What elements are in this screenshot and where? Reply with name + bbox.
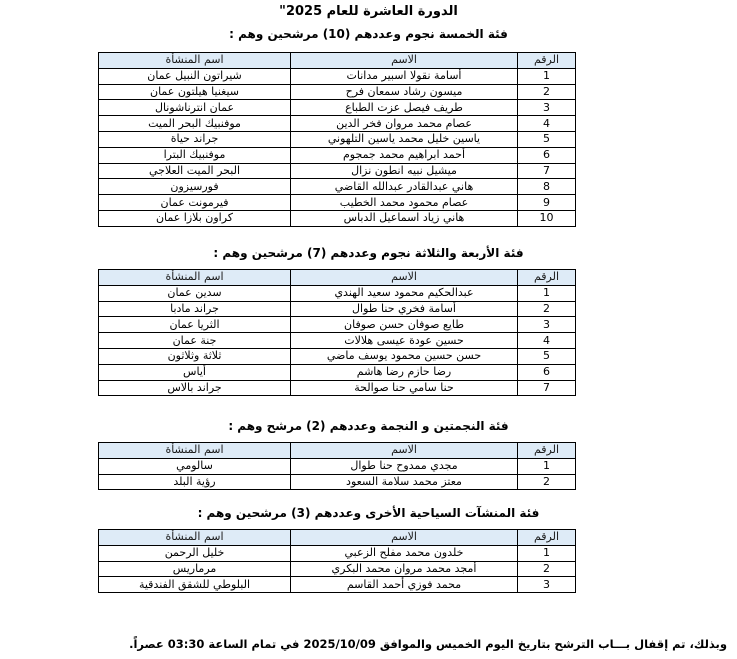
cell-establishment: مرماريس — [99, 561, 291, 577]
cell-number: 1 — [518, 545, 576, 561]
table-row — [99, 68, 576, 84]
cell-number: 4 — [518, 116, 576, 132]
cell-number: 7 — [518, 163, 576, 179]
cell-number: 6 — [518, 147, 576, 163]
cell-establishment: سيغنيا هيلتون عمان — [99, 84, 291, 100]
col-header-name: الاسم — [291, 53, 518, 69]
cell-establishment: موفنبيك البحر الميت — [99, 116, 291, 132]
table-four-three-stars — [98, 269, 576, 396]
cell-establishment: جنة عمان — [99, 333, 291, 349]
col-header-establishment: اسم المنشأة — [99, 53, 291, 69]
table-row — [99, 131, 576, 147]
col-header-name: الاسم — [291, 270, 518, 286]
table-other-establishments — [98, 529, 576, 593]
section-title-two-one-star: فئة النجمتين و النجمة وعددهم (2) مرشح وهم : — [228, 419, 509, 433]
table-row — [99, 100, 576, 116]
cell-establishment: موفنبيك البترا — [99, 147, 291, 163]
cell-number: 5 — [518, 131, 576, 147]
section-title-five-stars: فئة الخمسة نجوم وعددهم (10) مرشحين وهم : — [229, 27, 508, 41]
cell-establishment: ثلاثة وثلاثون — [99, 348, 291, 364]
cell-establishment: جراند مادبا — [99, 301, 291, 317]
table-row — [99, 333, 576, 349]
cell-establishment: فيرمونت عمان — [99, 195, 291, 211]
document-title: الدورة العاشرة للعام 2025" — [279, 4, 458, 19]
cell-name: أحمد ابراهيم محمد جمجوم — [291, 147, 518, 163]
cell-name: هاني زياد اسماعيل الدباس — [291, 210, 518, 226]
col-header-establishment: اسم المنشأة — [99, 270, 291, 286]
cell-establishment: سدين عمان — [99, 285, 291, 301]
col-header-number: الرقم — [518, 270, 576, 286]
cell-number: 2 — [518, 301, 576, 317]
table-row — [99, 301, 576, 317]
section-title-other-establishments: فئة المنشآت السياحية الأخرى وعددهم (3) مرشحين وهم : — [197, 506, 540, 520]
cell-number: 9 — [518, 195, 576, 211]
cell-number: 3 — [518, 100, 576, 116]
table-row — [99, 348, 576, 364]
cell-establishment: البلوطي للشقق الفندقية — [99, 577, 291, 593]
cell-establishment: أياس — [99, 364, 291, 380]
table-row — [99, 545, 576, 561]
table-row — [99, 210, 576, 226]
table-row — [99, 380, 576, 396]
cell-name: خلدون محمد مفلح الزعبي — [291, 545, 518, 561]
cell-number: 2 — [518, 561, 576, 577]
table-header-row — [99, 530, 576, 546]
table-five-stars — [98, 52, 576, 227]
section-title-four-three-stars: فئة الأربعة والثلاثة نجوم وعددهم (7) مرشحين وهم : — [213, 246, 524, 260]
cell-number: 4 — [518, 333, 576, 349]
col-header-name: الاسم — [291, 530, 518, 546]
cell-establishment: الثريا عمان — [99, 317, 291, 333]
cell-name: محمد فوزي أحمد القاسم — [291, 577, 518, 593]
cell-name: ميشيل نبيه انطون نزال — [291, 163, 518, 179]
table-row — [99, 179, 576, 195]
cell-number: 1 — [518, 68, 576, 84]
cell-name: ياسين خليل محمد ياسين التلهوني — [291, 131, 518, 147]
cell-name: حسين عودة عيسى هلالات — [291, 333, 518, 349]
table-header-row — [99, 443, 576, 459]
table-row — [99, 577, 576, 593]
cell-name: عصام محمود محمد الخطيب — [291, 195, 518, 211]
col-header-establishment: اسم المنشأة — [99, 443, 291, 459]
cell-number: 6 — [518, 364, 576, 380]
col-header-establishment: اسم المنشأة — [99, 530, 291, 546]
closing-note: وبذلك، تم إقفال بـــاب الترشح بتاريخ اليوم الخميس والموافق 2025/10/09 في تمام الساعة 03:30 عصراً. — [129, 637, 727, 651]
cell-establishment: كراون بلازا عمان — [99, 210, 291, 226]
cell-establishment: رؤية البلد — [99, 474, 291, 490]
col-header-name: الاسم — [291, 443, 518, 459]
cell-name: أسامة نقولا اسبير مدانات — [291, 68, 518, 84]
cell-establishment: شيراتون النبيل عمان — [99, 68, 291, 84]
cell-name: مجدي ممدوح حنا طوال — [291, 458, 518, 474]
cell-name: أمجد محمد مروان محمد البكري — [291, 561, 518, 577]
cell-name: معتز محمد سلامة السعود — [291, 474, 518, 490]
cell-number: 10 — [518, 210, 576, 226]
cell-establishment: خليل الرحمن — [99, 545, 291, 561]
cell-name: رضا حازم رضا هاشم — [291, 364, 518, 380]
cell-name: عصام محمد مروان فخر الدين — [291, 116, 518, 132]
cell-establishment: فورسيزون — [99, 179, 291, 195]
table-row — [99, 474, 576, 490]
cell-number: 3 — [518, 317, 576, 333]
col-header-number: الرقم — [518, 53, 576, 69]
cell-establishment: جراند حياة — [99, 131, 291, 147]
cell-name: حنا سامي حنا صوالحة — [291, 380, 518, 396]
cell-number: 5 — [518, 348, 576, 364]
cell-number: 7 — [518, 380, 576, 396]
table-row — [99, 195, 576, 211]
table-row — [99, 317, 576, 333]
cell-establishment: البحر الميت العلاجي — [99, 163, 291, 179]
cell-name: طايع صوفان حسن صوفان — [291, 317, 518, 333]
cell-establishment: جراند بالاس — [99, 380, 291, 396]
cell-number: 1 — [518, 458, 576, 474]
table-two-one-star — [98, 442, 576, 490]
cell-establishment: سالومي — [99, 458, 291, 474]
cell-number: 2 — [518, 474, 576, 490]
table-row — [99, 116, 576, 132]
cell-name: حسن حسين محمود يوسف ماضي — [291, 348, 518, 364]
cell-establishment: عمان انترناشونال — [99, 100, 291, 116]
cell-number: 3 — [518, 577, 576, 593]
table-row — [99, 163, 576, 179]
table-row — [99, 285, 576, 301]
col-header-number: الرقم — [518, 530, 576, 546]
table-header-row — [99, 270, 576, 286]
cell-number: 1 — [518, 285, 576, 301]
cell-number: 8 — [518, 179, 576, 195]
cell-name: طريف فيصل عزت الطباع — [291, 100, 518, 116]
table-row — [99, 364, 576, 380]
table-row — [99, 561, 576, 577]
cell-name: هاني عبدالقادر عبدالله القاضي — [291, 179, 518, 195]
cell-name: عبدالحكيم محمود سعيد الهندي — [291, 285, 518, 301]
table-row — [99, 147, 576, 163]
table-row — [99, 84, 576, 100]
table-row — [99, 458, 576, 474]
cell-number: 2 — [518, 84, 576, 100]
cell-name: ميسون رشاد سمعان فرح — [291, 84, 518, 100]
col-header-number: الرقم — [518, 443, 576, 459]
table-header-row — [99, 53, 576, 69]
cell-name: أسامة فخري حنا طوال — [291, 301, 518, 317]
